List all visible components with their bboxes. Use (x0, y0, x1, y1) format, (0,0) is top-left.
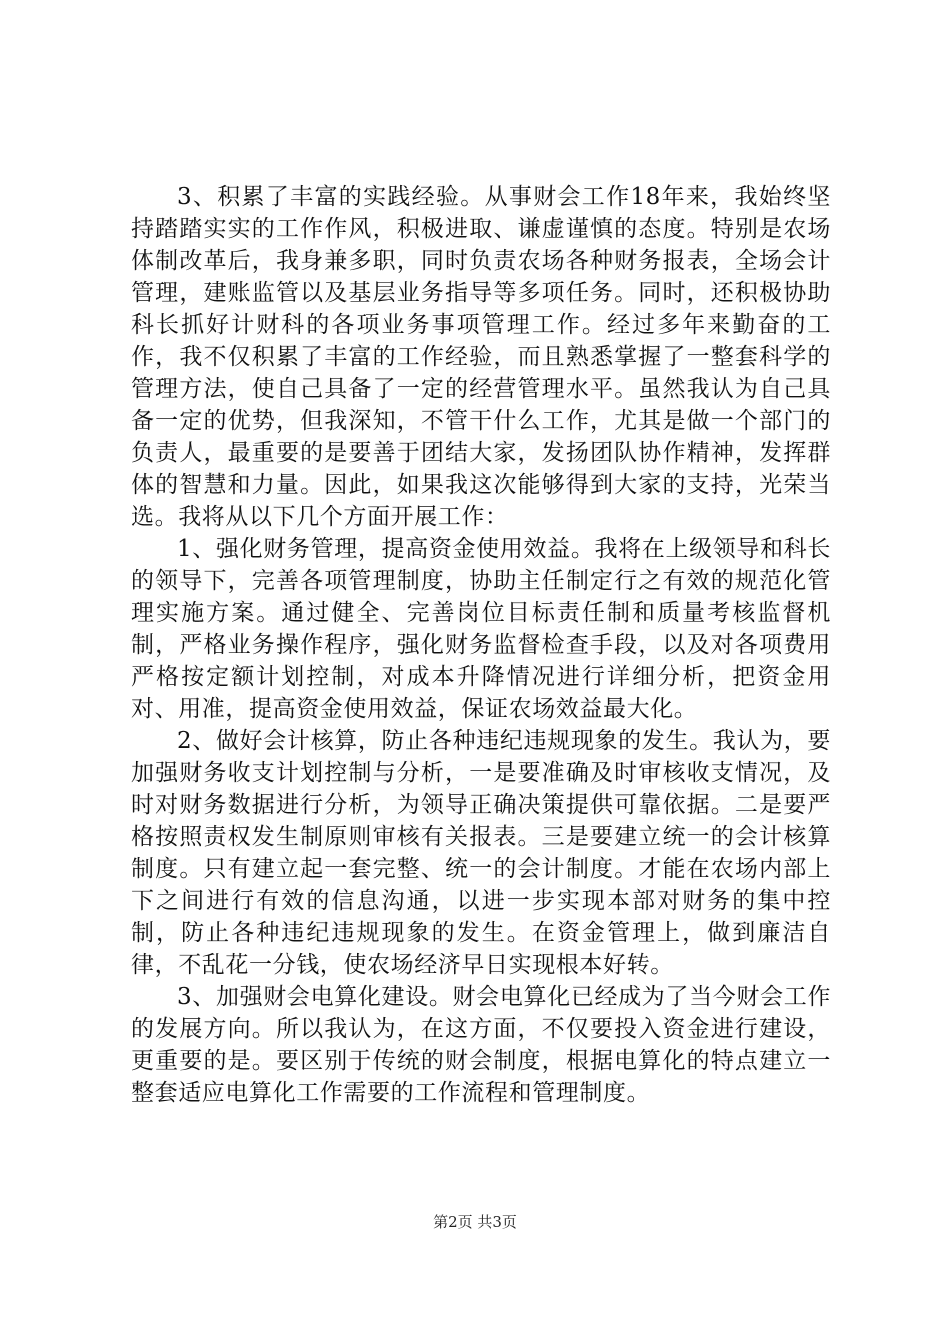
document-body (131, 181, 831, 1109)
paragraph-computerization: 3、加强财会电算化建设。财会电算化已经成为了当今财会工作的发展方向。所以我认为，在这方面，不仅要投入资金进行建设，更重要的是。要区别于传统的财会制度，根据电算化的特点建立一整套适应电算化工作需要的工作流程和管理制度。 (131, 984, 831, 1106)
page-number: 第2页 共3页 (433, 1213, 517, 1231)
paragraph-experience: 3、积累了丰富的实践经验。从事财会工作18年来，我始终坚持踏踏实实的工作作风，积极进取、谦虚谨慎的态度。特别是农场体制改革后，我身兼多职，同时负责农场各种财务报表，全场会计管理，建账监管以及基层业务指导等多项任务。同时，还积极协助科长抓好计财科的各项业务事项管理工作。经过多年来勤奋的工作，我不仅积累了丰富的工作经验，而且熟悉掌握了一整套科学的管理方法，使自己具备了一定的经营管理水平。虽然我认为自己具备一定的优势，但我深知，不管干什么工作，尤其是做一个部门的负责人，最重要的是要善于团结大家，发扬团队协作精神，发挥群体的智慧和力量。因此，如果我这次能够得到大家的支持，光荣当选。我将从以下几个方面开展工作： (131, 184, 831, 530)
paragraph-financial-management: 1、强化财务管理，提高资金使用效益。我将在上级领导和科长的领导下，完善各项管理制度，协助主任制定行之有效的规范化管理实施方案。通过健全、完善岗位目标责任制和质量考核监督机制，严格业务操作程序，强化财务监督检查手段，以及对各项费用严格按定额计划控制，对成本升降情况进行详细分析，把资金用对、用准，提高资金使用效益，保证农场效益最大化。 (131, 536, 831, 722)
paragraph-accounting: 2、做好会计核算，防止各种违纪违规现象的发生。我认为，要加强财务收支计划控制与分析，一是要准确及时审核收支情况，及时对财务数据进行分析，为领导正确决策提供可靠依据。二是要严格按照责权发生制原则审核有关报表。三是要建立统一的会计核算制度。只有建立起一套完整、统一的会计制度。才能在农场内部上下之间进行有效的信息沟通，以进一步实现本部对财务的集中控制，防止各种违纪违规现象的发生。在资金管理上，做到廉洁自律，不乱花一分钱，使农场经济早日实现根本好转。 (131, 728, 831, 978)
